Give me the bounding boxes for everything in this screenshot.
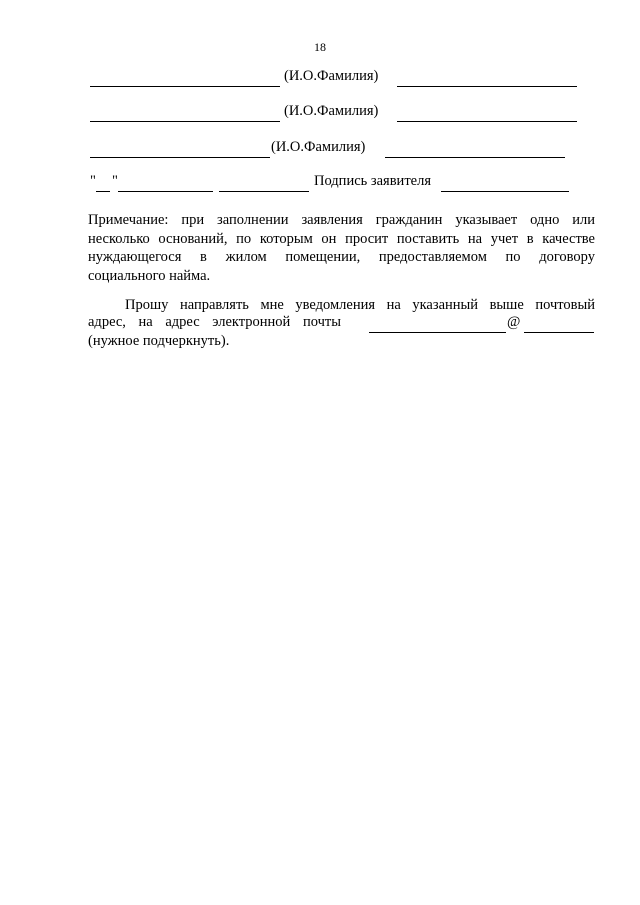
date-quote-open: " [90, 173, 96, 189]
applicant-signature-label: Подпись заявителя [314, 173, 431, 189]
date-year-line[interactable] [219, 191, 309, 192]
email-row [88, 314, 595, 334]
date-month-line[interactable] [118, 191, 213, 192]
name-label: (И.О.Фамилия) [284, 68, 379, 84]
note-line: Примечание: при заполнении заявления гражданин указывает одно или [88, 212, 595, 228]
request-paragraph [88, 296, 595, 315]
note-line: несколько оснований, по которым он просит поставить на учет в качестве [88, 230, 595, 247]
note-line: нуждающегося в жилом помещении, предоставляемом по договору [88, 249, 595, 265]
name-label: (И.О.Фамилия) [284, 103, 379, 119]
signature-line[interactable] [90, 86, 280, 87]
date-quote-close: " [112, 173, 118, 189]
note-paragraph [88, 211, 595, 285]
request-note-line: (нужное подчеркнуть). [88, 333, 230, 349]
email-username-line[interactable] [369, 332, 506, 333]
name-line[interactable] [397, 86, 577, 87]
note-line: социального найма. [88, 267, 211, 284]
name-label: (И.О.Фамилия) [271, 139, 366, 155]
email-at-sign: @ [507, 314, 521, 330]
request-line: Прошу направлять мне уведомления на указанный выше почтовый [125, 297, 595, 313]
signature-line[interactable] [90, 121, 280, 122]
applicant-signature-line[interactable] [441, 191, 569, 192]
signature-line[interactable] [90, 157, 270, 158]
name-line[interactable] [397, 121, 577, 122]
email-prefix-label: адрес, на адрес электронной почты [88, 314, 341, 330]
email-domain-line[interactable] [524, 332, 594, 333]
name-line[interactable] [385, 157, 565, 158]
page-number: 18 [314, 40, 326, 54]
date-day-line[interactable] [96, 191, 110, 192]
